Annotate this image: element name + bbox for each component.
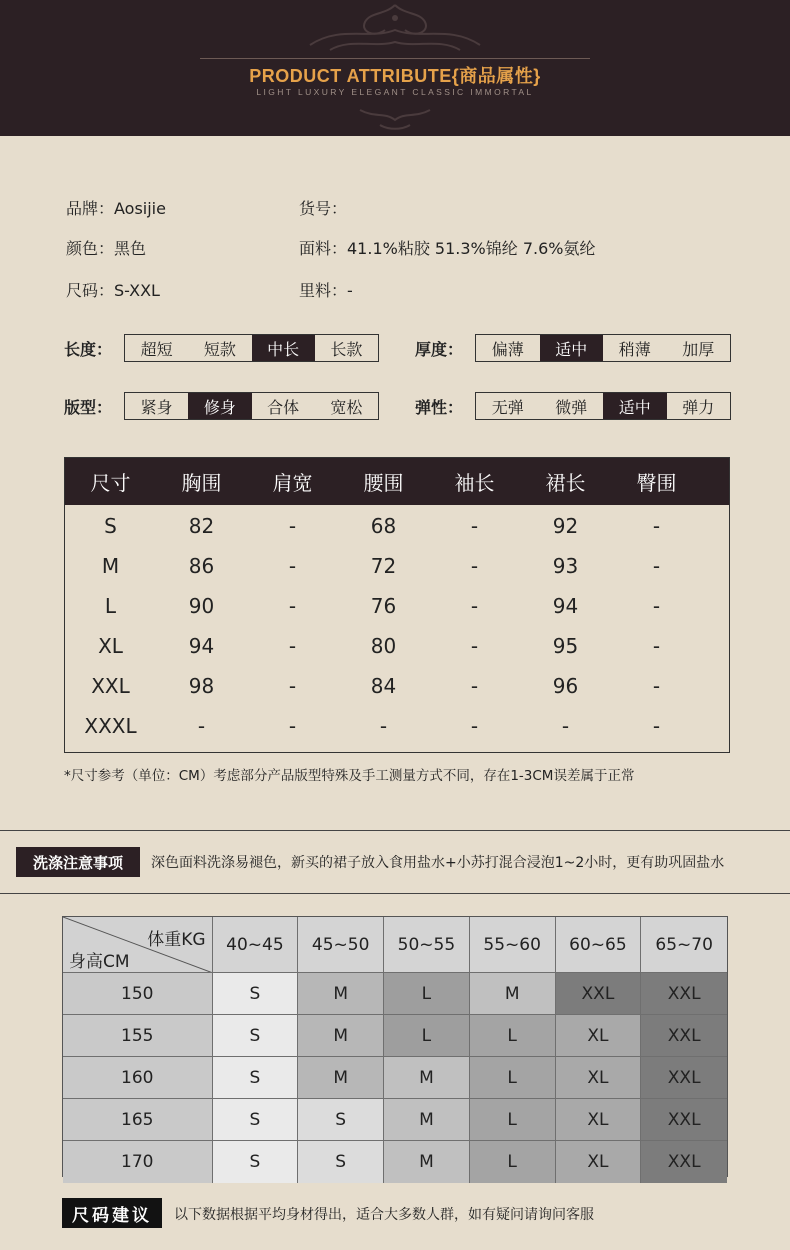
weight-label: 体重KG — [147, 930, 206, 950]
size-table-cell: - — [652, 714, 661, 738]
size-header-cell: 胸围 — [181, 471, 222, 495]
size-table-cell: 95 — [552, 634, 579, 658]
thickness-option[interactable]: 偏薄 — [491, 339, 524, 359]
size-header-cell: 尺寸 — [90, 471, 131, 495]
rec-size-cell: M — [470, 973, 556, 1015]
rec-row — [63, 1141, 727, 1183]
size-table-cell: - — [652, 674, 661, 698]
header-divider-top — [200, 58, 590, 59]
info-item-no: 货号： — [299, 199, 348, 218]
weight-header-cell: 60~65 — [556, 917, 642, 973]
weight-header-cell: 45~50 — [298, 917, 384, 973]
size-table-cell: - — [288, 714, 297, 738]
size-table-cell: 80 — [370, 634, 397, 658]
size-table-cell: - — [652, 514, 661, 538]
size-table-row — [65, 666, 729, 706]
elasticity-picker — [475, 392, 731, 420]
size-table-cell: - — [652, 554, 661, 578]
rec-size-cell: XXL — [641, 1057, 727, 1099]
thickness-option[interactable]: 加厚 — [682, 339, 715, 359]
size-header-cell: 袖长 — [454, 471, 495, 495]
info-fabric: 面料：41.1%粘胶 51.3%锦纶 7.6%氨纶 — [299, 239, 596, 258]
elasticity-option-selected[interactable]: 适中 — [603, 393, 667, 419]
wash-tag: 洗涤注意事项 — [16, 847, 140, 877]
size-table-cell: - — [652, 634, 661, 658]
size-table-cell: XXXL — [84, 714, 137, 738]
size-table-cell: - — [561, 714, 570, 738]
length-option[interactable]: 长款 — [330, 339, 363, 359]
size-table-cell: - — [470, 634, 479, 658]
size-note: *尺寸参考（单位：CM）考虑部分产品版型特殊及手工测量方式不同，存在1-3CM误差属于正常 — [64, 768, 635, 784]
rec-body — [63, 973, 727, 1183]
size-table-cell: 98 — [188, 674, 215, 698]
size-table-cell: - — [379, 714, 388, 738]
size-table-cell: L — [104, 594, 117, 618]
fit-option-selected[interactable]: 修身 — [188, 393, 251, 419]
elasticity-label: 弹性： — [415, 398, 464, 417]
info-color: 颜色：黑色 — [66, 239, 147, 258]
size-header-cell: 肩宽 — [272, 471, 313, 495]
rec-row — [63, 1099, 727, 1141]
length-label: 长度： — [64, 340, 113, 359]
size-recommendation-table — [62, 916, 728, 1177]
rec-height-cell: 165 — [63, 1099, 213, 1141]
rec-height-cell: 160 — [63, 1057, 213, 1099]
page-subtitle: LIGHT LUXURY ELEGANT CLASSIC IMMORTAL — [256, 87, 534, 97]
size-table-cell: 94 — [188, 634, 215, 658]
elasticity-option[interactable]: 无弹 — [491, 397, 524, 417]
size-table-cell: - — [652, 594, 661, 618]
size-table-cell: - — [470, 714, 479, 738]
thickness-label: 厚度： — [415, 340, 464, 359]
elasticity-option[interactable]: 微弹 — [555, 397, 588, 417]
rec-header-row — [63, 917, 727, 973]
size-table-body — [65, 505, 729, 746]
rec-size-cell: XXL — [641, 1141, 727, 1183]
rec-height-cell: 170 — [63, 1141, 213, 1183]
rec-size-cell: S — [298, 1141, 384, 1183]
size-table-cell: 82 — [188, 514, 215, 538]
size-table-row — [65, 586, 729, 626]
rec-size-cell: L — [384, 973, 470, 1015]
size-table-cell: 90 — [188, 594, 215, 618]
rec-height-cell: 155 — [63, 1015, 213, 1057]
size-table-cell: 86 — [188, 554, 215, 578]
weight-header-cell: 50~55 — [384, 917, 470, 973]
size-header-cell: 臀围 — [636, 471, 677, 495]
size-table-row — [65, 506, 729, 546]
size-table-cell: 72 — [370, 554, 397, 578]
size-advice-text: 以下数据根据平均身材得出，适合大多数人群，如有疑问请询问客服 — [174, 1207, 594, 1223]
weight-header-cell: 40~45 — [213, 917, 299, 973]
rec-size-cell: S — [213, 1141, 299, 1183]
fit-option[interactable]: 宽松 — [330, 397, 363, 417]
size-table-cell: 92 — [552, 514, 579, 538]
header-banner — [0, 0, 790, 136]
page-title: PRODUCT ATTRIBUTE{商品属性} — [249, 66, 541, 86]
length-option[interactable]: 短款 — [203, 339, 236, 359]
rec-size-cell: S — [213, 1057, 299, 1099]
rec-size-cell: XL — [556, 1057, 642, 1099]
elasticity-option[interactable]: 弹力 — [682, 397, 715, 417]
rec-row — [63, 1015, 727, 1057]
weight-header-cell: 55~60 — [470, 917, 556, 973]
rec-size-cell: S — [298, 1099, 384, 1141]
rec-size-cell: L — [470, 1099, 556, 1141]
length-option-selected[interactable]: 中长 — [252, 335, 315, 361]
size-table-cell: XL — [98, 634, 123, 658]
size-table-cell: - — [470, 674, 479, 698]
size-table-cell: 76 — [370, 594, 397, 618]
size-table-cell: - — [470, 514, 479, 538]
rec-size-cell: XXL — [641, 973, 727, 1015]
length-picker — [124, 334, 379, 362]
rec-size-cell: L — [470, 1015, 556, 1057]
size-table-cell: - — [288, 674, 297, 698]
rec-size-cell: L — [384, 1015, 470, 1057]
size-table — [64, 457, 730, 753]
rec-size-cell: L — [470, 1141, 556, 1183]
thickness-picker — [475, 334, 731, 362]
info-brand: 品牌：Aosijie — [66, 199, 166, 218]
fit-option[interactable]: 紧身 — [140, 397, 173, 417]
size-table-cell: - — [470, 554, 479, 578]
rec-size-cell: S — [213, 1015, 299, 1057]
size-table-cell: - — [288, 514, 297, 538]
size-table-cell: 94 — [552, 594, 579, 618]
wash-text: 深色面料洗涤易褪色，新买的裙子放入食用盐水+小苏打混合浸泡1~2小时，更有助巩固盐水 — [151, 855, 725, 871]
size-table-row — [65, 546, 729, 586]
size-table-cell: XXL — [91, 674, 130, 698]
rec-size-cell: M — [298, 973, 384, 1015]
rec-size-cell: XXL — [641, 1099, 727, 1141]
rec-size-cell: XL — [556, 1015, 642, 1057]
size-header-cell: 裙长 — [545, 471, 586, 495]
size-table-cell: - — [470, 594, 479, 618]
fit-option[interactable]: 合体 — [267, 397, 300, 417]
rec-size-cell: M — [384, 1099, 470, 1141]
size-table-cell: 68 — [370, 514, 397, 538]
rec-row — [63, 1057, 727, 1099]
size-table-row — [65, 706, 729, 746]
size-header-cell: 腰围 — [363, 471, 404, 495]
rec-size-cell: L — [470, 1057, 556, 1099]
fit-label: 版型： — [64, 398, 113, 417]
thickness-option-selected[interactable]: 适中 — [540, 335, 604, 361]
rec-size-cell: XXL — [556, 973, 642, 1015]
rec-size-cell: S — [213, 1099, 299, 1141]
size-table-cell: - — [288, 634, 297, 658]
length-option[interactable]: 超短 — [140, 339, 173, 359]
rec-size-cell: M — [384, 1141, 470, 1183]
size-table-header — [65, 458, 729, 505]
rec-height-cell: 150 — [63, 973, 213, 1015]
size-table-cell: 84 — [370, 674, 397, 698]
info-lining: 里料：- — [299, 281, 353, 300]
size-table-cell: - — [197, 714, 206, 738]
weight-header-cell: 65~70 — [641, 917, 727, 973]
thickness-option[interactable]: 稍薄 — [618, 339, 651, 359]
size-table-cell: - — [288, 594, 297, 618]
rec-size-cell: M — [384, 1057, 470, 1099]
size-table-cell: S — [104, 514, 117, 538]
rec-size-cell: S — [213, 973, 299, 1015]
size-table-cell: 96 — [552, 674, 579, 698]
rec-size-cell: XL — [556, 1141, 642, 1183]
rec-corner-cell — [63, 917, 213, 973]
rec-size-cell: XXL — [641, 1015, 727, 1057]
rec-size-cell: M — [298, 1015, 384, 1057]
height-label: 身高CM — [69, 952, 130, 972]
size-table-cell: - — [288, 554, 297, 578]
rec-row — [63, 973, 727, 1015]
rec-size-cell: XL — [556, 1099, 642, 1141]
size-advice-tag: 尺码建议 — [62, 1198, 162, 1228]
size-table-row — [65, 626, 729, 666]
rec-size-cell: M — [298, 1057, 384, 1099]
size-table-cell: 93 — [552, 554, 579, 578]
fit-picker — [124, 392, 379, 420]
info-size: 尺码：S-XXL — [66, 281, 160, 300]
size-table-cell: M — [101, 554, 120, 578]
